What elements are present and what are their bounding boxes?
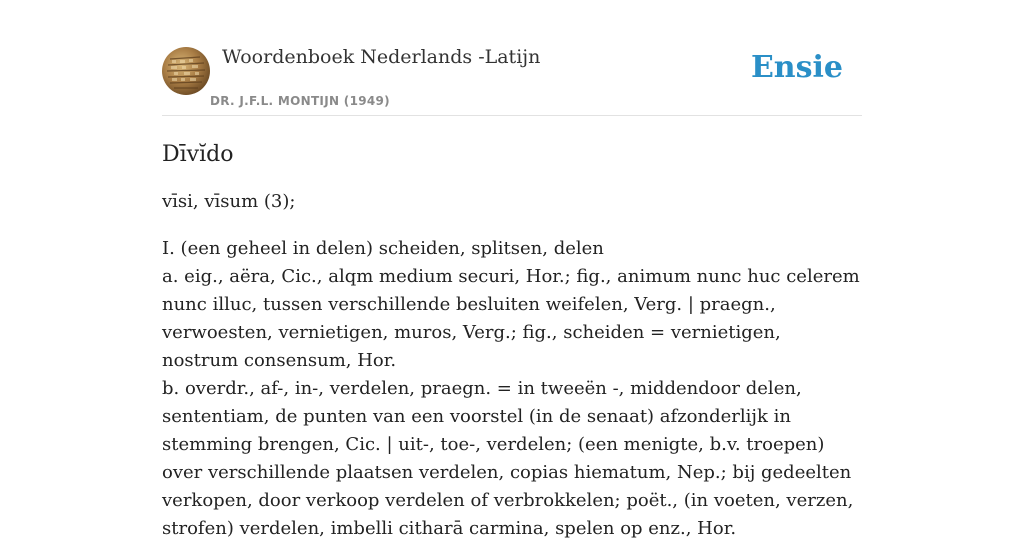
entry-forms: vīsi, vīsum (3); bbox=[162, 191, 296, 212]
header bbox=[162, 46, 862, 116]
entry-definition bbox=[162, 235, 862, 543]
book-author[interactable]: DR. J.F.L. MONTIJN (1949) bbox=[210, 94, 390, 108]
header-divider bbox=[162, 115, 862, 116]
definition-line: b. overdr., af-, in-, verdelen, praegn. = in tweeën -, middendoor delen, sententiam, de punten van een voorstel (in de senaat) afzonderlijk in stemming brengen, Cic. | uit-, toe-, verdelen; (een menigte, b.v. troepen) over verschillende plaatsen verdelen, copias hiematum, Nep.; bij gedeelten verkopen, door verkoop verdelen of verbrokkelen; poët., (in voeten, verzen, strofen) verdelen, imbelli citharā carmina, spelen op enz., Hor. bbox=[162, 378, 854, 539]
definition-line: I. (een geheel in delen) scheiden, splitsen, delen bbox=[162, 238, 604, 259]
definition-line: a. eig., aëra, Cic., alqm medium securi, Hor.; fig., animum nunc huc celerem nunc illuc, tussen verschillende besluiten weifelen, Verg. | praegn., verwoesten, vernietigen, muros, Verg.; fig., scheiden = vernietigen, nostrum consensum, Hor. bbox=[162, 266, 860, 371]
entry-title: Dīvĭdo bbox=[162, 142, 234, 167]
book-title[interactable]: Woordenboek Nederlands -Latijn bbox=[222, 46, 541, 68]
book-cover-icon[interactable] bbox=[162, 47, 210, 95]
entry bbox=[162, 138, 862, 543]
ensie-logo[interactable]: Ensie bbox=[750, 50, 843, 85]
